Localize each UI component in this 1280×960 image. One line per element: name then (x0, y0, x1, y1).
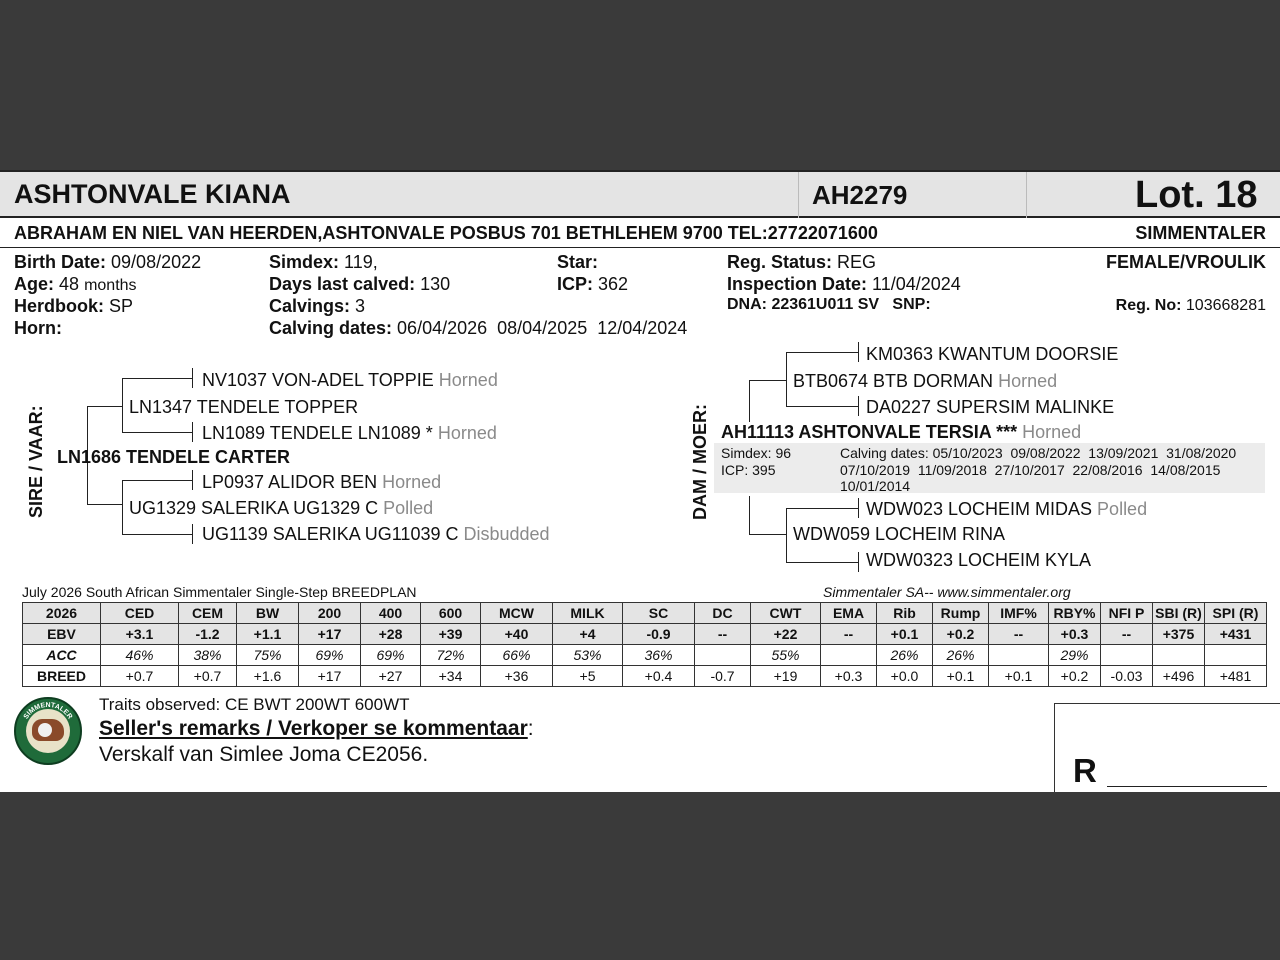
headers-cell: RBY% (1049, 603, 1101, 624)
sire-side-label: SIRE / VAAR: (26, 405, 46, 518)
breed-cell: +19 (751, 666, 821, 687)
breed-cell: -0.03 (1101, 666, 1153, 687)
acc-cell: 29% (1049, 645, 1101, 666)
age: Age: 48 months (14, 274, 137, 294)
headers-cell: Rump (933, 603, 989, 624)
headers-cell: 200 (299, 603, 361, 624)
acc-cell: 38% (179, 645, 237, 666)
acc-cell: 66% (481, 645, 553, 666)
acc-cell (1153, 645, 1205, 666)
ebv-cell: +431 (1205, 624, 1267, 645)
horn: Horn: (14, 318, 62, 338)
headers-cell: CED (101, 603, 179, 624)
headers-cell: SC (623, 603, 695, 624)
headers-cell: 400 (361, 603, 421, 624)
ebv-header-row (23, 603, 1267, 624)
acc-cell: 75% (237, 645, 299, 666)
headers-cell: MCW (481, 603, 553, 624)
dam-dam-dam: WDW0323 LOCHEIM KYLA (866, 550, 1092, 570)
sire-dam-sire: LP0937 ALIDOR BEN Horned (202, 472, 442, 492)
inspection-date: Inspection Date: 11/04/2024 (727, 274, 961, 294)
price-label: R (1073, 752, 1097, 789)
headers-cell: Rib (877, 603, 933, 624)
breed-label: SIMMENTALER (1135, 223, 1266, 243)
breed-cell: -0.7 (695, 666, 751, 687)
acc-cell (821, 645, 877, 666)
lot-card (0, 170, 1280, 792)
dam-sire-dam: DA0227 SUPERSIM MALINKE (866, 397, 1115, 417)
acc-cell (989, 645, 1049, 666)
traits-observed: Traits observed: CE BWT 200WT 600WT (99, 695, 410, 714)
breed-cell: +481 (1205, 666, 1267, 687)
ebv-cell: -- (821, 624, 877, 645)
simdex: Simdex: 119, (269, 252, 378, 272)
breed-cell: +0.1 (989, 666, 1049, 687)
breed-row (23, 666, 1267, 687)
dam-calving-dates-2: 07/10/2019 11/09/2018 27/10/2017 22/08/2016 14/08/2015 (840, 462, 1221, 478)
breed-cell: +17 (299, 666, 361, 687)
sire-dam-dam: UG1139 SALERIKA UG11039 C Disbudded (202, 524, 550, 544)
acc-cell: 55% (751, 645, 821, 666)
dna: DNA: 22361U011 SV SNP: (727, 296, 931, 313)
dam-dam: WDW059 LOCHEIM RINA (793, 524, 1006, 544)
ebv-cell: +0.2 (933, 624, 989, 645)
ebv-cell: -- (695, 624, 751, 645)
ebv-cell: -- (1101, 624, 1153, 645)
breed-cell: +0.7 (179, 666, 237, 687)
animal-name: ASHTONVALE KIANA (14, 179, 291, 209)
owner-line: ABRAHAM EN NIEL VAN HEERDEN,ASHTONVALE POSBUS 701 BETHLEHEM 9700 TEL:27722071600 (14, 223, 878, 243)
dam-sire: BTB0674 BTB DORMAN Horned (793, 371, 1058, 391)
headers-cell: MILK (553, 603, 623, 624)
sire-sire-dam: LN1089 TENDELE LN1089 * Horned (202, 423, 497, 443)
title-bar (0, 170, 1280, 218)
sire: LN1686 TENDELE CARTER (57, 447, 291, 467)
ebv-cell: +3.1 (101, 624, 179, 645)
sire-sire: LN1347 TENDELE TOPPER (129, 397, 359, 417)
breed-cell: +496 (1153, 666, 1205, 687)
ebv-cell: +40 (481, 624, 553, 645)
breed-cell: +0.7 (101, 666, 179, 687)
dam: AH11113 ASHTONVALE TERSIA *** Horned (721, 422, 1082, 442)
acc-cell: 26% (933, 645, 989, 666)
acc-cell: 36% (623, 645, 695, 666)
headers-cell: CWT (751, 603, 821, 624)
ebv-cell: -1.2 (179, 624, 237, 645)
breed-cell: +0.2 (1049, 666, 1101, 687)
acc-cell: 69% (299, 645, 361, 666)
ebv-cell: -- (989, 624, 1049, 645)
ebv-cell: +17 (299, 624, 361, 645)
acc-cell: 69% (361, 645, 421, 666)
days-last-calved: Days last calved: 130 (269, 274, 451, 294)
acc-cell: 53% (553, 645, 623, 666)
ebv-table (22, 602, 1267, 687)
breed-cell: +0.3 (821, 666, 877, 687)
herdbook: Herdbook: SP (14, 296, 134, 316)
ebv-cell: +28 (361, 624, 421, 645)
dam-calving-dates-1: Calving dates: 05/10/2023 09/08/2022 13/09/2021 31/08/2020 (840, 445, 1237, 461)
star: Star: (557, 252, 599, 272)
breedplan-title: July 2026 South African Simmentaler Single-Step BREEDPLAN (22, 584, 417, 600)
headers-cell: 600 (421, 603, 481, 624)
headers-cell: EMA (821, 603, 877, 624)
acc-row (23, 645, 1267, 666)
acc-cell (1205, 645, 1267, 666)
breed-cell: +0.0 (877, 666, 933, 687)
svg-text:SIMMENTALER: SIMMENTALER (22, 701, 74, 721)
animal-code: AH2279 (812, 180, 908, 210)
remarks-title: Seller's remarks / Verkoper se kommentaar: (99, 717, 534, 740)
acc-cell: 46% (101, 645, 179, 666)
ebv-cell: +39 (421, 624, 481, 645)
ebv-cell: +22 (751, 624, 821, 645)
headers-cell: BW (237, 603, 299, 624)
ebv-cell: +0.3 (1049, 624, 1101, 645)
breed-cell: +27 (361, 666, 421, 687)
headers-cell: CEM (179, 603, 237, 624)
sex: FEMALE/VROULIK (1106, 252, 1266, 272)
breedplan-site: Simmentaler SA-- www.simmentaler.org (823, 584, 1071, 600)
headers-cell: SBI (R) (1153, 603, 1205, 624)
breed-cell: +0.4 (623, 666, 695, 687)
dam-side-label: DAM / MOER: (690, 404, 710, 520)
calving-dates: Calving dates: 06/04/2026 08/04/2025 12/04/2024 (269, 318, 688, 338)
acc-cell: 26% (877, 645, 933, 666)
sire-sire-sire: NV1037 VON-ADEL TOPPIE Horned (202, 370, 498, 390)
breed-cell: +34 (421, 666, 481, 687)
price-box (1054, 703, 1280, 792)
dam-calving-dates-3: 10/01/2014 (840, 478, 911, 494)
ebv-cell: +0.1 (877, 624, 933, 645)
acc-cell: 72% (421, 645, 481, 666)
calvings: Calvings: 3 (269, 296, 366, 316)
acc-cell (1101, 645, 1153, 666)
breed-cell: BREED (23, 666, 101, 687)
headers-cell: 2026 (23, 603, 101, 624)
acc-cell (695, 645, 751, 666)
ebv-cell: -0.9 (623, 624, 695, 645)
sire-dam: UG1329 SALERIKA UG1329 C Polled (129, 498, 434, 518)
reg-no: Reg. No: 103668281 (1115, 297, 1266, 314)
headers-cell: SPI (R) (1205, 603, 1267, 624)
ebv-cell: +4 (553, 624, 623, 645)
breed-cell: +0.1 (933, 666, 989, 687)
ebv-cell: +1.1 (237, 624, 299, 645)
dam-simdex: Simdex: 96 (721, 445, 792, 461)
headers-cell: DC (695, 603, 751, 624)
remarks-text: Verskalf van Simlee Joma CE2056. (99, 743, 429, 766)
ebv-row (23, 624, 1267, 645)
breed-cell: +5 (553, 666, 623, 687)
simmentaler-logo (14, 697, 82, 765)
dam-sire-sire: KM0363 KWANTUM DOORSIE (866, 344, 1119, 364)
headers-cell: NFI P (1101, 603, 1153, 624)
lot-number: Lot. 18 (1135, 174, 1258, 216)
acc-cell: ACC (23, 645, 101, 666)
dam-icp: ICP: 395 (721, 462, 776, 478)
reg-status: Reg. Status: REG (727, 252, 877, 272)
breed-cell: +36 (481, 666, 553, 687)
icp: ICP: 362 (557, 274, 629, 294)
dam-dam-sire: WDW023 LOCHEIM MIDAS Polled (866, 499, 1148, 519)
breed-cell: +1.6 (237, 666, 299, 687)
ebv-cell: +375 (1153, 624, 1205, 645)
ebv-cell: EBV (23, 624, 101, 645)
headers-cell: IMF% (989, 603, 1049, 624)
birth-date: Birth Date: 09/08/2022 (14, 252, 202, 272)
